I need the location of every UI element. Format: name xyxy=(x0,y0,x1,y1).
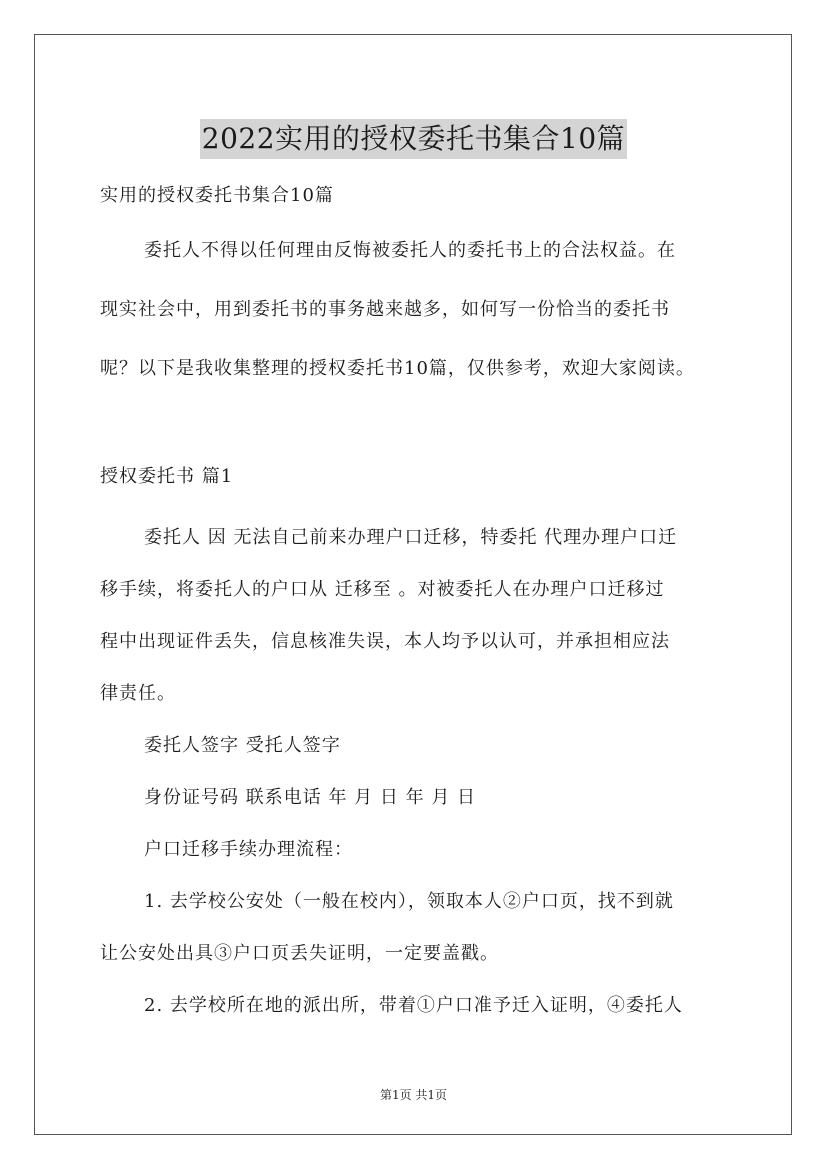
step-line: 2. 去学校所在地的派出所，带着①户口准予迁入证明，④委托人 xyxy=(144,995,683,1016)
title-wrapper xyxy=(0,100,827,178)
section-body-paragraph xyxy=(100,512,728,720)
section-body-line: 委托人 因 无法自己前来办理户口迁移，特委托 代理办理户口迁 xyxy=(144,527,678,548)
step-line: 1. 去学校公安处（一般在校内），领取本人②户口页，找不到就 xyxy=(144,891,674,912)
id-contact-line: 身份证号码 联系电话 年 月 日 年 月 日 xyxy=(144,787,477,808)
intro-line: 委托人不得以任何理由反悔被委托人的委托书上的合法权益。在 xyxy=(144,240,676,261)
step-1 xyxy=(100,876,728,980)
document-subtitle: 实用的授权委托书集合10篇 xyxy=(100,185,334,206)
process-heading: 户口迁移手续办理流程： xyxy=(144,839,353,860)
document-title: 2022实用的授权委托书集合10篇 xyxy=(200,119,627,159)
section-heading: 授权委托书 篇1 xyxy=(100,466,234,487)
document-body xyxy=(100,175,728,1032)
intro-line: 现实社会中，用到委托书的事务越来越多，如何写一份恰当的委托书 xyxy=(100,299,670,320)
section-body-line: 移手续，将委托人的户口从 迁移至 。对被委托人在办理户口迁移过 xyxy=(100,579,665,600)
page-number: 第1页 共1页 xyxy=(379,1088,448,1102)
page-footer xyxy=(0,1086,827,1103)
intro-paragraph xyxy=(100,221,728,398)
section-body-line: 程中出现证件丢失，信息核准失误，本人均予以认可，并承担相应法 xyxy=(100,631,670,652)
signature-line: 委托人签字 受托人签字 xyxy=(144,735,341,756)
section-heading-row xyxy=(100,456,728,498)
subtitle-row xyxy=(100,175,728,217)
step-2 xyxy=(100,980,728,1032)
intro-line: 呢？以下是我收集整理的授权委托书10篇，仅供参考，欢迎大家阅读。 xyxy=(100,358,695,379)
step-line: 让公安处出具③户口页丢失证明，一定要盖戳。 xyxy=(100,943,499,964)
section-body-line: 律责任。 xyxy=(100,683,176,704)
